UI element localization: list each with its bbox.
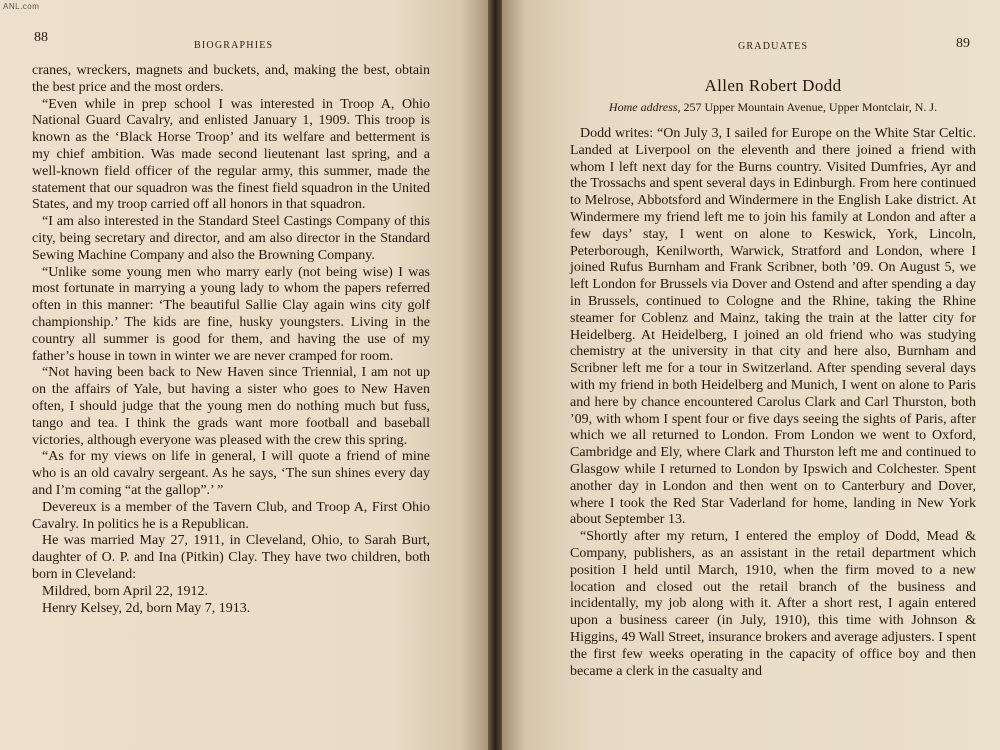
paragraph: Dodd writes: “On July 3, I sailed for Europe on the White Star Celtic. Landed at Liverpool on the eleventh and there joined a friend with whom I left next day for the Burns country. Visited Dumfries, Ayr and the Trossachs and spent several days in Edinburgh. From here continued to Melrose, Abbotsford and Windermere in the English Lake district. At Windermere my friend left me to join his family at London and after a few days’ stay, I went on alone to Keswick, York, Lincoln, Peterborough, Kenilworth, Warwick, Stratford and London, where I joined Rufus Burnham and Frank Scribner, both ’09. On August 5, we left London for Brussels via Dover and Ostend and after spending a day in Brussels, continued to Cologne and the Rhine, taking the Rhine steamer for Coblenz and Mainz, taking the train at the latter city for Heidelberg. At Heidelberg, I joined an old friend who was studying chemistry at the university in that city and here also, Burnham and Scribner left me for a tour in Switzerland. After spending several days with my friend in both Heidelberg and Munich, I went on alone to Paris and here by chance encountered Carolus Clark and Carl Thurston, both ’09, with whom I spent four or five days seeing the sights of Paris, after which we all returned to London. From London we went to Oxford, Cambridge and Ely, where Clark and Thurston left me and continued to Glasgow while I returned to London by Ipswich and Colchester. Spent another day in London and then went on to Canterbury and Dover, where I took the Red Star Vaderland for home, landing in New York about September 13. [570,126,976,528]
paragraph: “Not having been back to New Haven since Triennial, I am not up on the affairs of Yale, but having a sister who goes to New Haven often, I should judge that the young men do nothing much but fuss, tango and tea. I think the grads want more football and baseball victories, although everyone was pleased with the crew this spring. [32,365,430,448]
right-body-text [570,126,976,680]
left-page-number: 88 [34,30,48,45]
watermark: ANL.com [3,2,40,11]
child-entry: Henry Kelsey, 2d, born May 7, 1913. [42,600,251,616]
paragraph: Devereux is a member of the Tavern Club, and Troop A, First Ohio Cavalry. In politics he is a Republican. [32,499,430,532]
child-entry: Mildred, born April 22, 1912. [42,583,209,599]
left-running-head: BIOGRAPHIES [194,40,274,51]
paragraph: “Shortly after my return, I entered the employ of Dodd, Mead & Company, publishers, as an assistant in the retail department which position I held until March, 1910, when the firm moved to a new location and closed out the retail branch of the business and incidentally, my job along with it. After a short rest, I again entered upon a business career (in July, 1910), this time with Johnson & Higgins, 49 Wall Street, insurance brokers and average adjusters. I spent the first few weeks operating in the capacity of office boy and then became a clerk in the casualty and [570,529,976,679]
right-page [500,0,1000,750]
home-address-value: 257 Upper Mountain Avenue, Upper Montclair, N. J. [683,100,938,114]
right-running-head: GRADUATES [738,41,809,52]
left-page [0,0,490,750]
right-page-number: 89 [956,36,970,51]
paragraph: “I am also interested in the Standard Steel Castings Company of this city, being secretary and director, and am also director in the Standard Sewing Machine Company and also the Browning Company. [32,214,430,263]
paragraph: “Unlike some young men who marry early (not being wise) I was most fortunate in marrying a young lady to whom the papers referred often in this manner: ‘The beautiful Sallie Clay again wins city golf championship.’ The kids are fine, husky youngsters. Living in the country all summer is good for them, and having the use of my father’s house in town in winter we are never cramped for room. [32,264,430,364]
paragraph: cranes, wreckers, magnets and buckets, and, making the best, obtain the best price and the most orders. [32,63,430,95]
paragraph: He was married May 27, 1911, in Cleveland, Ohio, to Sarah Burt, daughter of O. P. and Ina (Pitkin) Clay. They have two children, both born in Cleveland: [32,533,430,582]
book-gutter [488,0,502,750]
entry-name: Allen Robert Dodd [704,76,842,95]
home-address-label: Home address, [608,100,681,114]
paragraph: “Even while in prep school I was interested in Troop A, Ohio National Guard Cavalry, and enlisted January 1, 1909. This troop is known as the ‘Black Horse Troop’ and its welfare and betterment is my chief ambition. Was made second lieutenant last spring, and a well-known field officer of the regular army, this summer, made the statement that our squadron was the finest field squadron in the United States, and my troop carried off all honors in that squadron. [32,96,430,213]
left-body-text [32,63,430,617]
paragraph: “As for my views on life in general, I will quote a friend of mine who is an old cavalry sergeant. As he says, ‘The sun shines every day and I’m coming “at the gallop”.’ ” [32,449,430,498]
home-address-line [570,100,976,115]
